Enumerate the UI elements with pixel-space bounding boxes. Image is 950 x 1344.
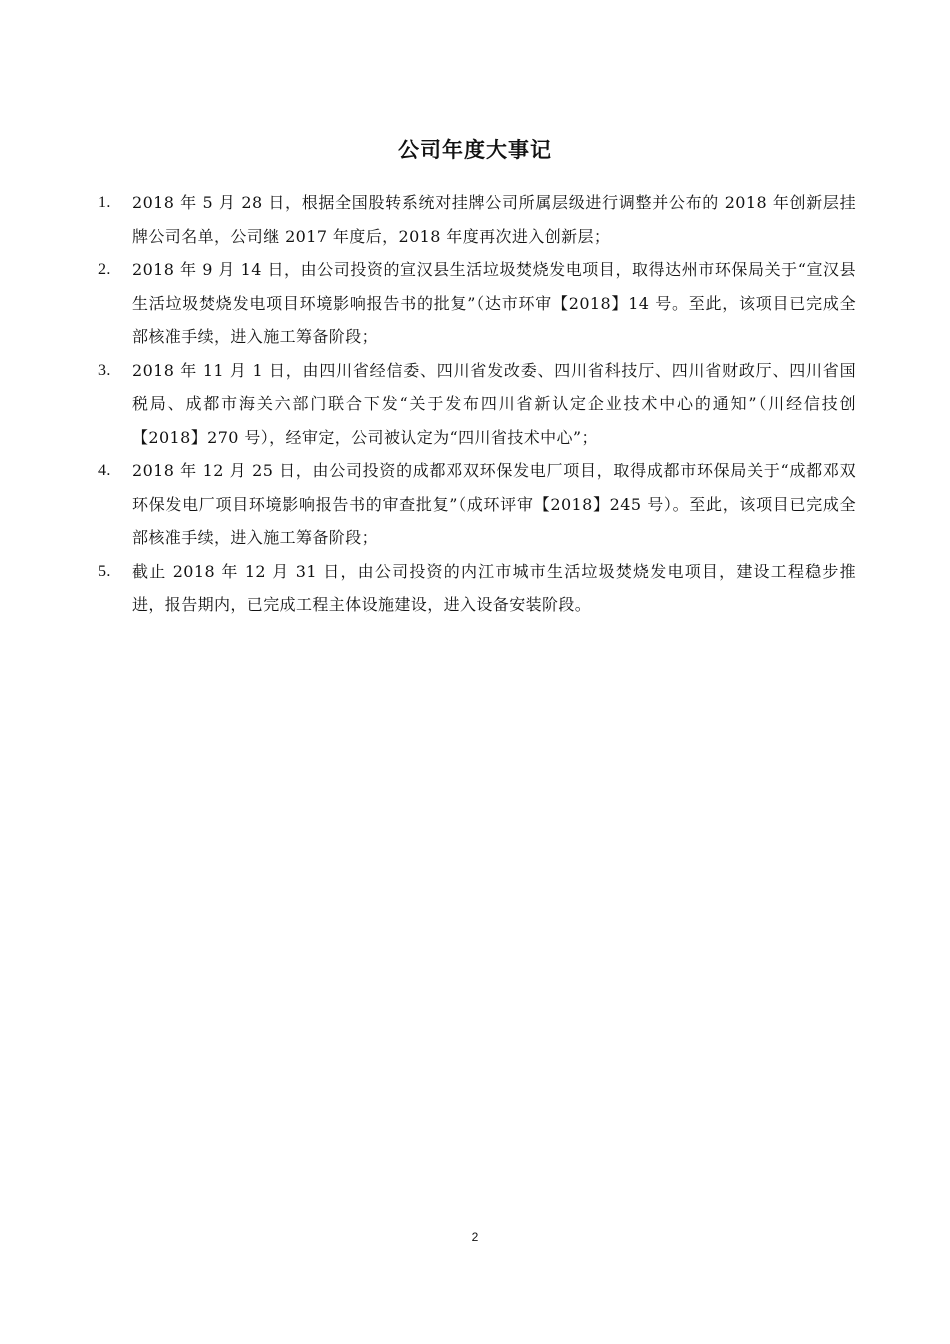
list-item-text: 2018 年 12 月 25 日，由公司投资的成都邓双环保发电厂项目，取得成都市环保局关于“成都邓双环保发电厂项目环境影响报告书的审查批复”（成环评审【2018】245 号）。至此，该项目已完成全部核准手续，进入施工筹备阶段； xyxy=(132,461,856,547)
list-item-text: 2018 年 5 月 28 日，根据全国股转系统对挂牌公司所属层级进行调整并公布的 2018 年创新层挂牌公司名单，公司继 2017 年度后，2018 年度再次进入创新层； xyxy=(132,193,856,246)
events-list xyxy=(96,186,856,622)
list-item xyxy=(96,354,856,455)
list-item xyxy=(96,186,856,253)
page-number: 2 xyxy=(471,1230,479,1244)
list-item-text: 2018 年 9 月 14 日，由公司投资的宣汉县生活垃圾焚烧发电项目，取得达州市环保局关于“宣汉县生活垃圾焚烧发电项目环境影响报告书的批复”（达市环审【2018】14 号。至此，该项目已完成全部核准手续，进入施工筹备阶段； xyxy=(132,260,856,346)
list-item xyxy=(96,555,856,622)
list-item xyxy=(96,454,856,555)
list-item-number: 5. xyxy=(98,562,111,580)
list-item xyxy=(96,253,856,354)
list-item-text: 截止 2018 年 12 月 31 日，由公司投资的内江市城市生活垃圾焚烧发电项目，建设工程稳步推进，报告期内，已完成工程主体设施建设，进入设备安装阶段。 xyxy=(132,561,856,614)
list-item-text: 2018 年 11 月 1 日，由四川省经信委、四川省发改委、四川省科技厅、四川省财政厅、四川省国税局、成都市海关六部门联合下发“关于发布四川省新认定企业技术中心的通知”（川经信技创【2018】270 号），经审定，公司被认定为“四川省技术中心”； xyxy=(132,360,856,447)
page-title: 公司年度大事记 xyxy=(398,138,552,162)
list-item-number: 3. xyxy=(98,361,111,379)
list-item-number: 1. xyxy=(98,194,111,211)
list-item-number: 4. xyxy=(98,462,111,479)
list-item-number: 2. xyxy=(98,261,111,278)
